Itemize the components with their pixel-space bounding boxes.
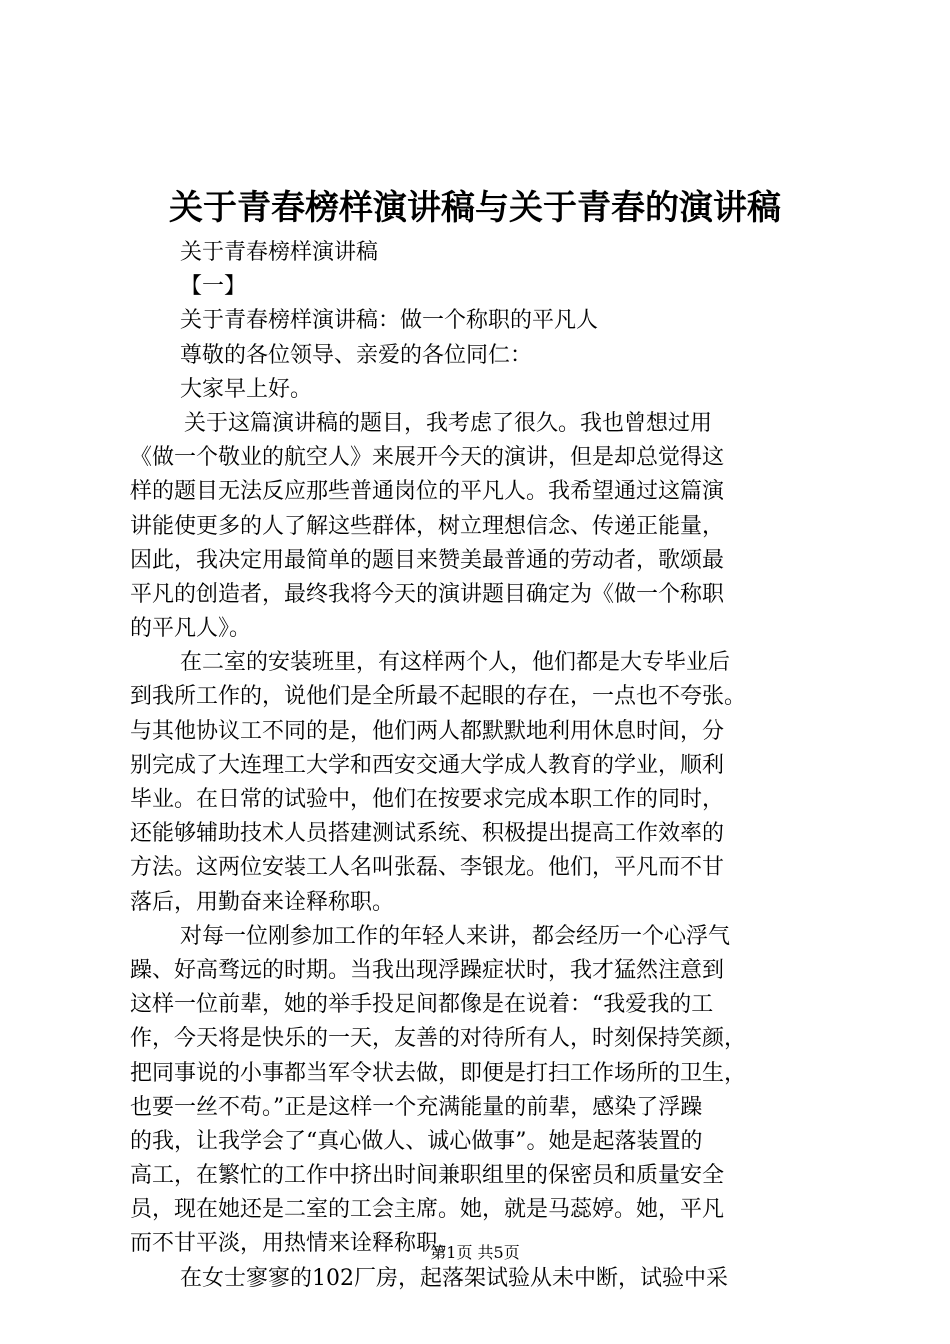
text-line: 的我，让我学会了“真心做人、诚心做事”。她是起落装置的	[130, 1128, 703, 1154]
text-line: 高工，在繁忙的工作中挤出时间兼职组里的保密员和质量安全	[130, 1163, 725, 1189]
text-line: 的平凡人》。	[130, 616, 252, 642]
text-line: 在女士寥寥的102厂房，起落架试验从未中断，试验中采	[180, 1265, 728, 1291]
text-line: 还能够辅助技术人员搭建测试系统、积极提出提高工作效率的	[130, 821, 725, 847]
text-line: 在二室的安装班里，有这样两个人，他们都是大专毕业后	[180, 650, 731, 676]
page-footer: 第1页 共5页	[430, 1243, 520, 1262]
text-line: 别完成了大连理工大学和西安交通大学成人教育的学业，顺利	[130, 752, 725, 778]
text-line: 对每一位刚参加工作的年轻人来讲，都会经历一个心浮气	[180, 923, 731, 949]
text-line: 关于青春榜样演讲稿：做一个称职的平凡人	[180, 308, 599, 334]
document-title: 关于青春榜样演讲稿与关于青春的演讲稿	[169, 188, 781, 228]
text-line: 落后，用勤奋来诠释称职。	[130, 889, 395, 915]
text-line: 毕业。在日常的试验中，他们在按要求完成本职工作的同时，	[130, 787, 725, 812]
text-line: 《做一个敬业的航空人》来展开今天的演讲，但是却总觉得这	[130, 445, 725, 471]
text-line: 尊敬的各位领导、亲爱的各位同仁：	[180, 342, 533, 368]
text-line: 员，现在她还是二室的工会主席。她，就是马蕊婷。她，平凡	[130, 1197, 725, 1223]
text-line: 关于青春榜样演讲稿	[180, 240, 379, 265]
text-line: 到我所工作的，说他们是全所最不起眼的存在，一点也不夸张。	[130, 684, 747, 710]
text-line: 与其他协议工不同的是，他们两人都默默地利用休息时间，分	[130, 718, 725, 744]
text-line: 因此，我决定用最简单的题目来赞美最普通的劳动者，歌颂最	[130, 547, 725, 573]
text-line: 这样一位前辈，她的举手投足间都像是在说着：“我爱我的工	[130, 992, 714, 1018]
text-line: 方法。这两位安装工人名叫张磊、李银龙。他们，平凡而不甘	[130, 855, 725, 881]
text-line: 躁、好高骛远的时期。当我出现浮躁症状时，我才猛然注意到	[130, 957, 725, 983]
text-line: 【一】	[180, 274, 247, 300]
text-line: 作，今天将是快乐的一天，友善的对待所有人，时刻保持笑颜，	[130, 1026, 747, 1052]
text-line: 把同事说的小事都当军令状去做，即便是打扫工作场所的卫生，	[130, 1060, 747, 1086]
text-line: 而不甘平淡，用热情来诠释称职。	[130, 1231, 461, 1257]
document-body	[130, 236, 830, 1296]
text-line: 讲能使更多的人了解这些群体，树立理想信念、传递正能量，	[130, 513, 725, 539]
text-line: 也要一丝不苟。”正是这样一个充满能量的前辈，感染了浮躁	[130, 1094, 703, 1120]
text-line: 样的题目无法反应那些普通岗位的平凡人。我希望通过这篇演	[130, 479, 725, 505]
text-line: 关于这篇演讲稿的题目，我考虑了很久。我也曾想过用	[184, 410, 713, 436]
text-line: 平凡的创造者，最终我将今天的演讲题目确定为《做一个称职	[130, 581, 725, 607]
text-line: 大家早上好。	[180, 376, 313, 402]
